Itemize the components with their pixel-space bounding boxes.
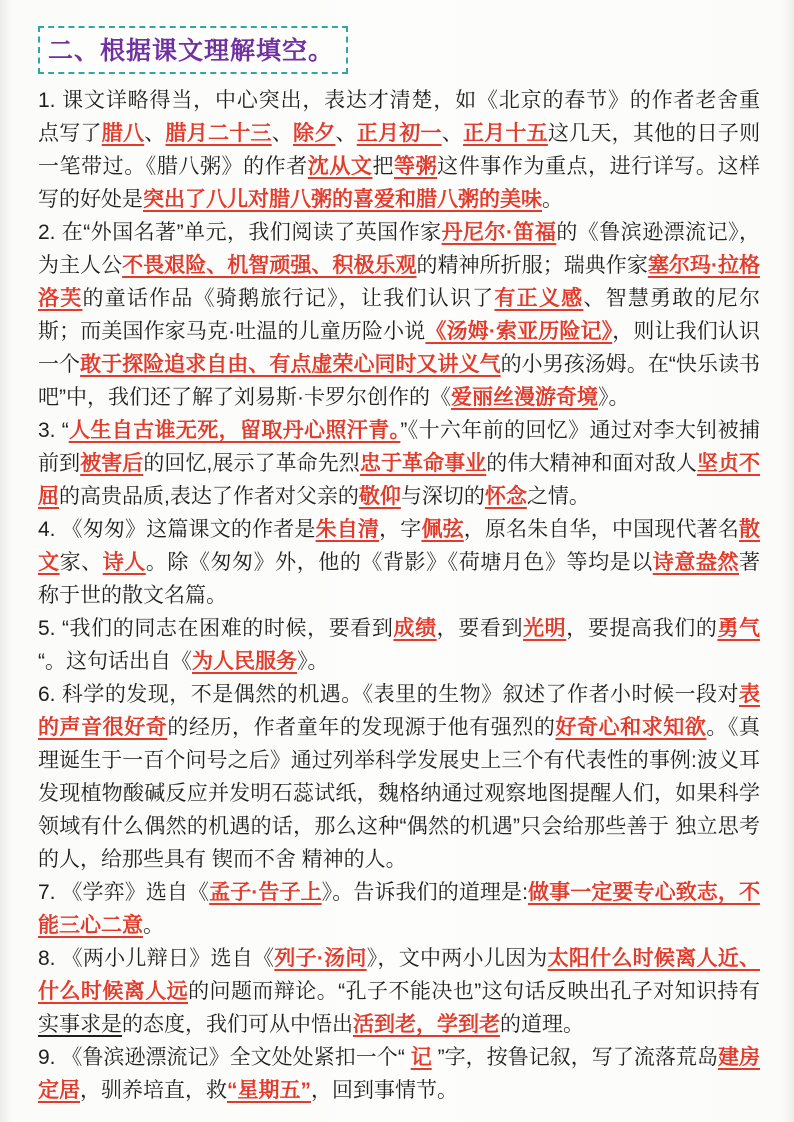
text-segment: 的伟大精神和面对敌人 [486, 452, 697, 475]
text-segment: 、智慧勇敢的尼尔斯；而美国作家马克·吐温的儿童历险小说 [38, 287, 760, 343]
answer-blank: 《汤姆·索亚历险记》 [425, 320, 613, 343]
answer-blank: 散文 [38, 518, 761, 574]
text-segment: 的《鲁滨逊漂流记》，为主人公 [38, 221, 760, 277]
text-segment: ，要看到 [436, 617, 524, 640]
answer-blank: 坚贞不屈 [38, 452, 761, 508]
answer-blank: 好奇心和求知欲 [555, 716, 707, 739]
section-title-box [38, 26, 348, 74]
text-segment: 1. 课文详略得当，中心突出，表达才清楚，如《北京的春节》的作者老舍重 点写了 [38, 89, 760, 145]
answer-blank: 太阳什么时候离人近、什么时候离人远 [38, 947, 760, 1003]
answer-blank: 突出了八儿对腊八粥的喜爱和腊八粥的美味 [143, 188, 542, 211]
answer-blank: 等粥 [394, 155, 438, 178]
text-segment: 实事求是 [38, 1013, 122, 1036]
text-segment: ，驯养培直，救 [80, 1079, 227, 1102]
text-segment: 的问题而辩论。“孔子不能决也”这句话反映出孔子对知识持有 [188, 980, 761, 1003]
paragraph [38, 414, 760, 513]
text-segment: 5. “我们的同志在困难的时候，要看到 [38, 617, 394, 640]
text-segment: ，要提高我们的 [566, 617, 718, 640]
answer-blank: 孟子·告子上 [209, 881, 322, 904]
answer-blank: 忠于革命事业 [359, 452, 487, 475]
answer-blank: 佩弦 [421, 518, 464, 541]
text-segment: ，回到事情节。 [311, 1079, 458, 1102]
text-segment: 6. 科学的发现，不是偶然的机遇。《表里的生物》叙述了作者小时候一段对 [38, 683, 739, 706]
text-segment: 的经历，作者童年的发现源于他有强烈的 [167, 716, 556, 739]
paragraph [38, 678, 760, 876]
text-segment: ，字 [379, 518, 422, 541]
text-segment: 的道理。 [500, 1013, 584, 1036]
text-segment: 把 [372, 155, 395, 178]
text-segment: 》。 [598, 386, 630, 409]
paragraphs [38, 84, 760, 1107]
text-segment: 4. 《匆匆》这篇课文的作者是 [38, 518, 316, 541]
text-segment: 》。 [297, 650, 329, 673]
text-segment: 家、 [59, 551, 103, 574]
answer-blank: 爱丽丝漫游奇境 [451, 386, 598, 409]
text-segment: 这件事作为重点，进行详写。这样写的好处是 [38, 155, 761, 211]
answer-blank: 敢于探险追求自由、有点虚荣心同时又讲义气 [80, 353, 501, 376]
text-segment: 。《真理诞生于一百个问号之后》通过列举科学发展史上三个有代表性的事例:波义耳发现植物酸碱反应并发明石蕊试纸，魏格纳通过观察地图提醒人们，如果科学领域有什么偶然的机遇的话，那么这种“偶然的机遇”只会给那些善于 独立思考 的人，给那些具有 锲而不舍 精神的人。 [38, 716, 761, 871]
text-segment: 之情。 [526, 485, 590, 508]
answer-blank: 有正义感 [494, 287, 584, 310]
text-segment: 》。告诉我们的道理是: [321, 881, 528, 904]
text-segment: 。除《匆匆》外，他的《背影》《荷塘月色》等均是以 [145, 551, 653, 574]
text-segment: 3. “ [38, 419, 69, 442]
section-title: 二、根据课文理解填空。 [48, 37, 335, 65]
text-segment: 的童话作品《骑鹅旅行记》，让我们认识了 [82, 287, 495, 310]
paragraph [38, 942, 760, 1041]
text-segment: 的高贵品质,表达了作者对父亲的 [59, 485, 359, 508]
text-segment: 的小男孩汤姆。在“快乐读书吧”中，我们还了解了刘易斯·卡罗尔创作的《 [38, 353, 761, 409]
answer-blank: 为人民服务 [192, 650, 297, 673]
answer-blank: 除夕 [292, 122, 336, 145]
answer-blank: 列子·汤问 [274, 947, 367, 970]
text-segment: 的回忆,展示了革命先烈 [143, 452, 360, 475]
answer-blank: 腊月二十三 [165, 122, 272, 145]
answer-blank: 光明 [523, 617, 567, 640]
answer-blank: 记 [410, 1046, 432, 1069]
text-segment: 7. 《学弈》选自《 [38, 881, 210, 904]
answer-blank: 表的声音很好奇 [38, 683, 760, 739]
answer-blank: 塞尔玛·拉格洛芙 [38, 254, 761, 310]
text-segment: 2. 在“外国名著”单元，我们阅读了英国作家 [38, 221, 442, 244]
text-segment: 。 [542, 188, 563, 211]
text-segment: 9. 《鲁滨逊漂流记》全文处处紧扣一个“ [38, 1046, 411, 1069]
paragraph [38, 216, 760, 414]
answer-blank: 沈从文 [307, 155, 373, 178]
paragraph [38, 84, 760, 216]
answer-blank: 怀念 [484, 485, 527, 508]
answer-blank: 人生自古谁无死，留取丹心照汗青。 [68, 419, 401, 442]
paragraph [38, 876, 760, 942]
paragraph [38, 513, 760, 612]
answer-blank: 敬仰 [358, 485, 401, 508]
answer-blank: 朱自清 [315, 518, 380, 541]
paragraph [38, 612, 760, 678]
text-segment: 。 [143, 914, 164, 937]
answer-blank: 不畏艰险、机智顽强、积极乐观 [122, 254, 417, 277]
answer-blank: 诗意盎然 [652, 551, 740, 574]
answer-blank: 正月初一 [356, 122, 442, 145]
text-segment: 与深切的 [400, 485, 485, 508]
text-segment: ”字，按鲁记叙，写了流落荒岛 [431, 1046, 718, 1069]
answer-blank: 成绩 [393, 617, 437, 640]
text-segment: 》，文中两小儿因为 [366, 947, 548, 970]
paragraph [38, 1041, 760, 1107]
answer-blank: 诗人 [102, 551, 146, 574]
answer-blank: 正月十五 [462, 122, 548, 145]
answer-blank: 建房定居 [38, 1046, 760, 1102]
text-segment: 著称于世的散文名篇。 [38, 551, 761, 607]
answer-blank: 丹尼尔·笛福 [441, 221, 557, 244]
answer-blank: “星期五” [227, 1079, 311, 1102]
text-segment: ，则让我们认识一个 [38, 320, 760, 376]
answer-blank: 做事一定要专心致志，不能三心二意 [38, 881, 760, 937]
answer-blank: 腊八 [101, 122, 145, 145]
answer-blank: 活到老，学到老 [353, 1013, 500, 1036]
text-segment: 这几天，其他的日子则一笔带过。《腊八粥》的作者 [38, 122, 761, 178]
text-segment: 的态度，我们可从中悟出 [122, 1013, 353, 1036]
text-segment: 、 [271, 122, 293, 145]
text-segment: 、 [335, 122, 357, 145]
text-segment: ，原名朱自华，中国现代著名 [463, 518, 740, 541]
text-segment: 8. 《两小儿辩日》选自《 [38, 947, 275, 970]
text-segment: 的精神所折服；瑞典作家 [416, 254, 648, 277]
answer-blank: 被害后 [80, 452, 144, 475]
text-segment: ”《十六年前的回忆》通过对李大钊被捕前到 [38, 419, 760, 475]
text-segment: 、 [441, 122, 463, 145]
text-segment: “。这句话出自《 [38, 650, 192, 673]
text-segment: 、 [144, 122, 166, 145]
answer-blank: 勇气 [717, 617, 761, 640]
